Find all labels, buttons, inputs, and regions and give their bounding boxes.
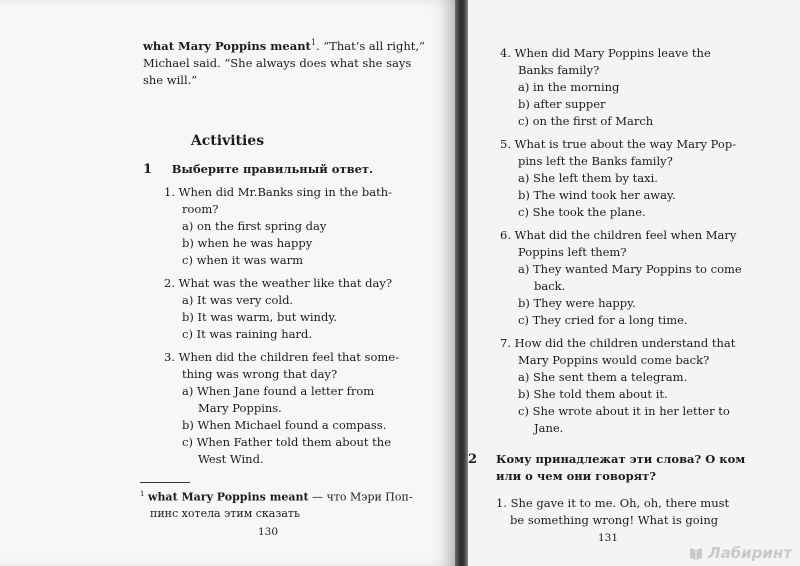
section-2-title-line-1: Кому принадлежат эти слова? О ком	[496, 452, 746, 466]
answer-option-text: b) The wind took her away.	[518, 188, 676, 202]
answer-option-text: a) They wanted Mary Poppins to come	[518, 262, 742, 276]
question-3	[164, 349, 429, 468]
s2-item-line-1: 1. She gave it to me. Oh, oh, there must	[496, 496, 730, 510]
book-icon	[688, 545, 704, 561]
answer-option	[164, 252, 429, 269]
answer-option-text: b) She told them about it.	[518, 387, 668, 401]
answer-option	[500, 312, 792, 329]
answer-option-text: West Wind.	[198, 452, 264, 466]
intro-line-3: she will.”	[143, 72, 198, 87]
question-4	[500, 45, 792, 130]
footnote-line-2: пинс хотела этим сказать	[150, 506, 300, 520]
intro-text: . “That’s all right,”	[315, 38, 425, 53]
answer-option-text: a) When Jane found a letter from	[182, 384, 375, 398]
activities-title: Activities	[190, 133, 265, 149]
section-2-title-line-2: или о чем они говорят?	[496, 469, 656, 483]
answer-option-text: a) in the morning	[518, 80, 620, 94]
section-2-item-1	[496, 495, 792, 529]
book-spine	[455, 0, 468, 566]
page-number-left: 130	[258, 526, 279, 538]
intro-line-2: Michael said. “She always does what she says	[143, 55, 412, 70]
answer-option	[164, 417, 429, 434]
answer-option-text: c) on the first of March	[518, 114, 654, 128]
question-text: pins left the Banks family?	[518, 154, 673, 168]
footnote-marker: 1	[310, 38, 316, 47]
question-6	[500, 227, 792, 329]
question-text: 2. What was the weather like that day?	[164, 276, 393, 290]
question-5	[500, 136, 792, 221]
question-text: room?	[182, 202, 219, 216]
answer-option-text: back.	[534, 279, 566, 293]
answer-option-text: c) It was raining hard.	[182, 327, 312, 341]
intro-bold-phrase: what Mary Poppins meant	[143, 38, 311, 53]
answer-option	[500, 187, 792, 204]
section-1-title: Выберите правильный ответ.	[171, 162, 374, 176]
question-2	[164, 275, 429, 343]
answer-option	[164, 235, 429, 252]
answer-option-text: c) They cried for a long time.	[518, 313, 688, 327]
answer-option	[500, 96, 792, 113]
answer-option	[164, 218, 429, 235]
answer-option-text: b) It was warm, but windy.	[182, 310, 337, 324]
question-text: Banks family?	[518, 63, 600, 77]
answer-option-text: a) on the first spring day	[182, 219, 327, 233]
answer-option	[164, 292, 429, 309]
answer-option	[164, 309, 429, 326]
watermark-text: Лабиринт	[708, 544, 792, 562]
footnote-number: 1	[140, 490, 145, 498]
answer-option	[500, 79, 792, 96]
answer-option-text: c) when it was warm	[182, 253, 304, 267]
answer-option	[500, 113, 792, 130]
answer-option	[164, 326, 429, 343]
intro-paragraph	[143, 34, 443, 89]
question-text: 7. How did the children understand that	[500, 336, 736, 350]
answer-option-text: Jane.	[534, 421, 564, 435]
footnote	[140, 486, 440, 522]
question-text: 6. What did the children feel when Mary	[500, 228, 737, 242]
answer-option-text: c) She wrote about it in her letter to	[518, 404, 730, 418]
question-text: 1. When did Mr.Banks sing in the bath-	[164, 185, 393, 199]
answer-option-text: Mary Poppins.	[198, 401, 282, 415]
answer-option	[500, 261, 792, 295]
answer-option	[500, 386, 792, 403]
page-number-right: 131	[598, 532, 619, 544]
answer-option	[500, 170, 792, 187]
question-text: Mary Poppins would come back?	[518, 353, 710, 367]
answer-option	[500, 403, 792, 437]
footnote-bold: what Mary Poppins meant	[147, 490, 309, 504]
answer-option	[164, 383, 429, 417]
section-1-number: 1	[143, 162, 153, 177]
section-2-heading	[468, 451, 792, 485]
question-1	[164, 184, 429, 269]
question-7	[500, 335, 792, 437]
answer-option-text: a) It was very cold.	[182, 293, 294, 307]
answer-option-text: b) after supper	[518, 97, 606, 111]
left-question-list	[164, 184, 429, 474]
right-question-list	[500, 45, 792, 443]
answer-option	[500, 295, 792, 312]
answer-option-text: c) She took the plane.	[518, 205, 646, 219]
watermark-logo	[688, 544, 792, 562]
footnote-text: — что Мэри Поп-	[308, 490, 413, 504]
answer-option-text: a) She sent them a telegram.	[518, 370, 688, 384]
question-text: Poppins left them?	[518, 245, 627, 259]
question-text: 5. What is true about the way Mary Pop-	[500, 137, 737, 151]
question-text: 4. When did Mary Poppins leave the	[500, 46, 711, 60]
answer-option-text: b) When Michael found a compass.	[182, 418, 387, 432]
s2-item-line-2: be something wrong! What is going	[510, 513, 719, 527]
answer-option-text: a) She left them by taxi.	[518, 171, 658, 185]
question-text: 3. When did the children feel that some-	[164, 350, 399, 364]
footnote-divider	[140, 482, 190, 483]
answer-option-text: b) They were happy.	[518, 296, 636, 310]
section-2-number: 2	[468, 452, 478, 467]
answer-option	[500, 369, 792, 386]
answer-option-text: b) when he was happy	[182, 236, 313, 250]
answer-option-text: c) When Father told them about the	[182, 435, 392, 449]
right-page	[468, 0, 800, 566]
question-text: thing was wrong that day?	[182, 367, 338, 381]
answer-option	[500, 204, 792, 221]
answer-option	[164, 434, 429, 468]
section-1-heading	[143, 161, 443, 178]
